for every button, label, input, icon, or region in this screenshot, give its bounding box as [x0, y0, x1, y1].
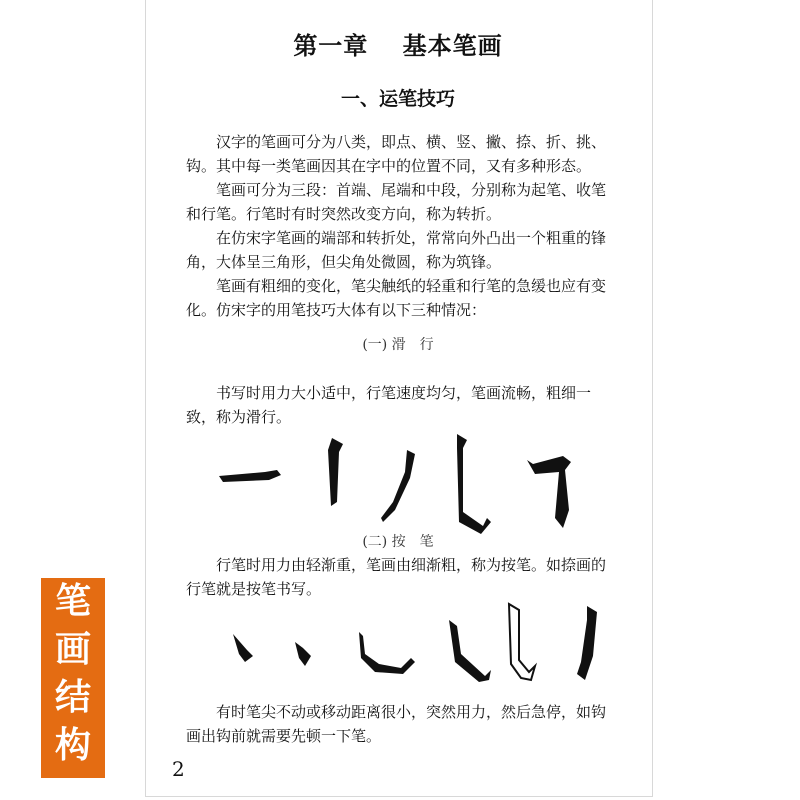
paragraph: 在仿宋字笔画的端部和转折处，常常向外凸出一个粗重的锋角，大体呈三角形，但尖角处微圆，称为筑锋。 — [186, 229, 607, 271]
paragraph: 汉字的笔画可分为八类，即点、横、竖、撇、捺、折、挑、钩。其中每一类笔画因其在字中的位置不同，又有多种形态。 — [186, 133, 607, 175]
paragraph: 笔画可分为三段：首端、尾端和中段，分别称为起笔、收笔和行笔。行笔时有时突然改变方向，称为转折。 — [186, 181, 607, 223]
vertical-hook-figure-2 — [577, 606, 597, 680]
stroke-examples-sliding — [145, 430, 651, 535]
dot-stroke-figure-2 — [295, 642, 311, 666]
section-title: 一、运笔技巧 — [340, 88, 455, 110]
curved-stroke-figure — [359, 632, 415, 674]
paragraph: 书写时用力大小适中，行笔速度均匀，笔画流畅，粗细一致，称为滑行。 — [186, 384, 592, 426]
subsection-heading: (二) 按 笔 — [362, 534, 434, 550]
left-falling-stroke-figure — [381, 450, 415, 522]
hook-stroke-figure — [449, 620, 491, 682]
chapter-title: 第一章 基本笔画 — [293, 32, 503, 60]
side-tab-char: 构 — [54, 725, 91, 766]
side-tab — [41, 578, 105, 778]
vertical-stroke-figure — [328, 438, 343, 506]
side-tab-char: 结 — [54, 677, 91, 718]
vertical-hook-stroke-figure — [457, 434, 491, 534]
dot-stroke-figure-1 — [233, 634, 253, 662]
side-tab-char: 画 — [54, 629, 91, 670]
outlined-hook-figure — [509, 604, 535, 680]
paragraph: 行笔时用力由轻渐重，笔画由细渐粗，称为按笔。如捺画的行笔就是按笔书写。 — [186, 556, 607, 598]
horizontal-stroke-figure — [219, 470, 281, 482]
turning-stroke-figure — [527, 456, 571, 528]
subsection-heading: (一) 滑 行 — [362, 337, 434, 353]
paragraph: 有时笔尖不动或移动距离很小，突然用力，然后急停，如钩画出钩前就需要先顿一下笔。 — [186, 703, 607, 745]
side-tab-char: 笔 — [54, 581, 91, 622]
paragraph: 笔画有粗细的变化，笔尖触纸的轻重和行笔的急缓也应有变化。仿宋字的用笔技巧大体有以下三种情况： — [186, 277, 607, 319]
page-number: 2 — [172, 757, 185, 781]
stroke-examples-pressing — [145, 600, 651, 690]
